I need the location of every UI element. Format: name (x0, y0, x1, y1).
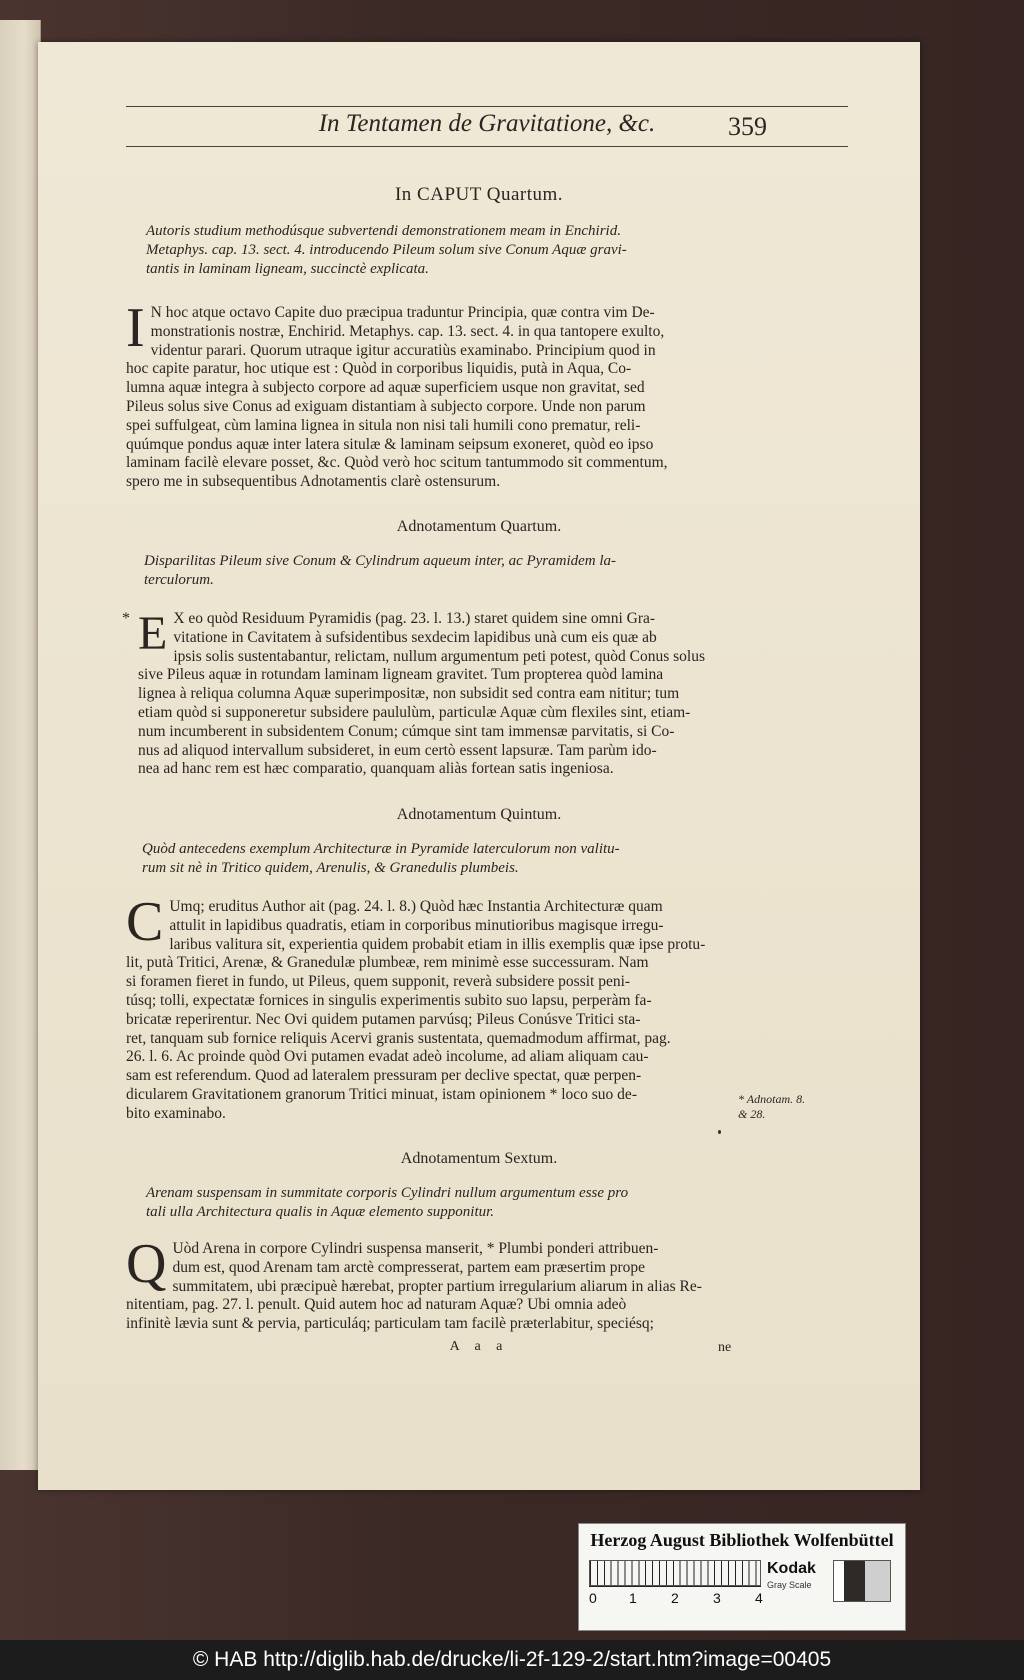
summary-line: Metaphys. cap. 13. sect. 4. introducendo Pileum solum sive Conum Aquæ gravi- (146, 241, 627, 258)
text-line: summitatem, ubi præcipuè hærebat, propter partium irregularium aliarum in alias Re- (172, 1277, 702, 1295)
heading-adnotamentum-quintum: Adnotamentum Quintum. (396, 806, 562, 823)
signature-mark: A a a (449, 1339, 509, 1354)
paragraph-1 (126, 297, 766, 492)
text-line: dum est, quod Arenam tam arctè compresserat, partem eam præsertim prope (172, 1258, 646, 1276)
ink-spot (718, 1130, 721, 1134)
running-head: In Tentamen de Gravitatione, &c. (318, 110, 656, 137)
ruler-number: 1 (629, 1590, 637, 1606)
ruler-number: 0 (589, 1590, 597, 1606)
ruler-numbers (589, 1590, 769, 1608)
kodak-logo: Kodak (767, 1560, 816, 1577)
summary-line: Autoris studium methodúsque subvertendi demonstrationem meam in Enchirid. (146, 223, 621, 239)
text-line: túsq; tolli, expectatæ fornices in singulis experimentis subito suo lapsu, perperàm fa- (126, 991, 652, 1009)
text-line: spei suffulgeat, cùm lamina lignea in situla non nisi tali humili cono prematur, reli- (126, 416, 641, 434)
summary-line: Arenam suspensam in summitate corporis Cylindri nullum argumentum esse pro (146, 1185, 629, 1201)
text-line: sive Pileus aquæ in rotundam laminam ligneam gravitet. Tum propterea quòd lamina (138, 666, 664, 684)
text-line: attulit in lapidibus quadratis, etiam in corporibus minutioribus magisque irregu- (169, 916, 664, 934)
text-line: vitatione in Cavitatem à sufsidentibus sexdecim lapidibus unà cum eis quæ ab (173, 628, 657, 646)
facing-page-edge (0, 20, 41, 1470)
catchword: ne (718, 1340, 732, 1355)
text-line: sam est referendum. Quod ad lateralem pressuram per declive spectat, quæ perpen- (126, 1067, 642, 1085)
text-line: Umq; eruditus Author ait (pag. 24. l. 8.) Quòd hæc Instantia Architecturæ quam (169, 898, 663, 915)
page-number: 359 (728, 112, 767, 141)
text-line: Uòd Arena in corpore Cylindri suspensa manserit, * Plumbi ponderi attribuen- (172, 1240, 659, 1257)
gray-scale-label: Gray Scale (767, 1580, 812, 1590)
paragraph-2 (138, 607, 766, 779)
text-line: lumna aquæ integra à subjecto corpore ad aquæ superficiem usque non gravitat, sed (126, 379, 645, 397)
text-line: videntur parari. Quorum utraque igitur accuratiùs examinabo. Principium quod in (150, 341, 656, 359)
text-line: X eo quòd Residuum Pyramidis (pag. 23. l. 13.) staret quidem sine omni Gra- (173, 610, 656, 627)
copyright-footer: © HAB http://diglib.hab.de/drucke/li-2f-129-2/start.htm?image=00405 (0, 1640, 1024, 1680)
text-line: infinitè lævia sunt & pervia, particuláq; particulam tam facilè præterlabitur, speciésq; (126, 1315, 654, 1333)
summary-line: terculorum. (144, 571, 214, 588)
ruler-number: 4 (755, 1590, 763, 1606)
heading-adnotamentum-quartum: Adnotamentum Quartum. (396, 518, 562, 535)
text-line: lit, putà Tritici, Arenæ, & Granedulæ plumbeæ, rem minimè esse successuram. Nam (126, 954, 649, 972)
summary-line: Disparilitas Pileum sive Conum & Cylindrum aqueum inter, ac Pyramidem la- (144, 553, 617, 569)
paragraph-3 (126, 891, 766, 1124)
heading-adnotamentum-sextum: Adnotamentum Sextum. (400, 1150, 558, 1167)
drop-cap: E (138, 607, 168, 660)
paragraph-4 (126, 1233, 766, 1334)
summary-line: rum sit nè in Tritico quidem, Arenulis, & Granedulis plumbeis. (142, 859, 519, 876)
summary-line: Quòd antecedens exemplum Architecturæ in Pyramide laterculorum non valitu- (142, 841, 620, 857)
drop-cap: I (126, 297, 145, 359)
text-line: dicularem Gravitationem granorum Tritici minuat, istam opinionem * loco suo de- (126, 1085, 637, 1103)
text-line: laminam facilè elevare posset, &c. Quòd verò hoc scitum tantummodo sit commentum, (126, 454, 668, 472)
ruler-number: 2 (671, 1590, 679, 1606)
text-line: Pileus solus sive Conus ad exiguam distantiam à subjecto corpore. Unde non parum (126, 397, 646, 415)
drop-cap: Q (126, 1233, 167, 1295)
text-line: bricatæ reperirentur. Nec Ovi quidem putamen parvúsq; Pileus Conúsve Tritici sta- (126, 1010, 641, 1028)
summary-quintum (142, 840, 766, 878)
text-line: bito examinabo. (126, 1104, 226, 1122)
text-line: 26. l. 6. Ac proinde quòd Ovi putamen evadat adeò incolume, ad aliam aliquam cau- (126, 1048, 649, 1066)
text-line: etiam quòd si supponeretur subsidere paululùm, particulæ Aquæ cùm flexiles sint, etiam- (138, 703, 691, 721)
library-name: Herzog August Bibliothek Wolfenbüttel (590, 1530, 894, 1550)
text-line: ret, tanquam sub fornice reliquis Acervi granis sustentata, quemadmodum affirmat, pag. (126, 1029, 671, 1047)
text-line: hoc capite paratur, hoc utique est : Quòd in corporibus liquidis, putà in Aqua, Co- (126, 360, 632, 378)
text-line: si foramen fieret in fundo, ut Pileus, quem supponit, reverà subsidere possit peni- (126, 973, 631, 991)
gray-scale-patch (833, 1560, 891, 1602)
summary-sextum (146, 1184, 766, 1222)
text-line: monstrationis nostræ, Enchirid. Metaphys. cap. 13. sect. 4. in qua tantopere exulto, (150, 322, 665, 340)
text-line: spero me in subsequentibus Adnotamentis clarè ostensurum. (126, 473, 501, 491)
ruler-number: 3 (713, 1590, 721, 1606)
marginal-note (738, 1092, 805, 1122)
ruler-scale (589, 1560, 761, 1586)
color-calibration-card (578, 1523, 906, 1631)
text-line: ipsis solis sustentabantur, relictam, nullum argumentum peti potest, quòd Conus solus (173, 647, 705, 665)
marginal-line: & 28. (738, 1107, 766, 1121)
summary-line: tantis in laminam ligneam, succinctè explicata. (146, 260, 429, 277)
summary-quartum (144, 552, 766, 590)
text-line: num incumberent in subsidentem Conum; cúmque sint tam immensæ parvitatis, si Co- (138, 722, 675, 740)
text-line: laribus valitura sit, experientia quidem probabit etiam in illis exemplis quæ ipse protu- (169, 935, 706, 953)
header-rule-top (126, 106, 848, 107)
text-line: quúmque pondus aquæ inter latera situlæ & laminam seipsum exoneret, quòd eo ipso (126, 435, 654, 453)
drop-cap: C (126, 891, 164, 953)
chapter-heading: In CAPUT Quartum. (394, 184, 564, 205)
text-line: N hoc atque octavo Capite duo præcipua traduntur Principia, quæ contra vim De- (150, 304, 655, 321)
ruler-base (589, 1586, 761, 1587)
book-page (38, 42, 920, 1490)
text-line: nea ad hanc rem est hæc comparatio, quanquam aliàs fortean satis ingeniosa. (138, 760, 614, 778)
footnote-star: * (122, 610, 130, 627)
text-line: lignea à reliqua columna Aquæ superimpositæ, non subsidit sed contra eam nititur; tum (138, 685, 680, 703)
chapter-summary (146, 222, 766, 278)
text-line: nitentiam, pag. 27. l. penult. Quid autem hoc ad naturam Aquæ? Ubi omnia adeò (126, 1296, 627, 1314)
summary-line: tali ulla Architectura qualis in Aquæ elemento supponitur. (146, 1203, 495, 1220)
text-line: nus ad aliquod intervallum subsideret, in eum certò essent lapsuræ. Tam parùm ido- (138, 741, 657, 759)
marginal-line: * Adnotam. 8. (738, 1092, 806, 1106)
header-rule-bottom (126, 146, 848, 147)
